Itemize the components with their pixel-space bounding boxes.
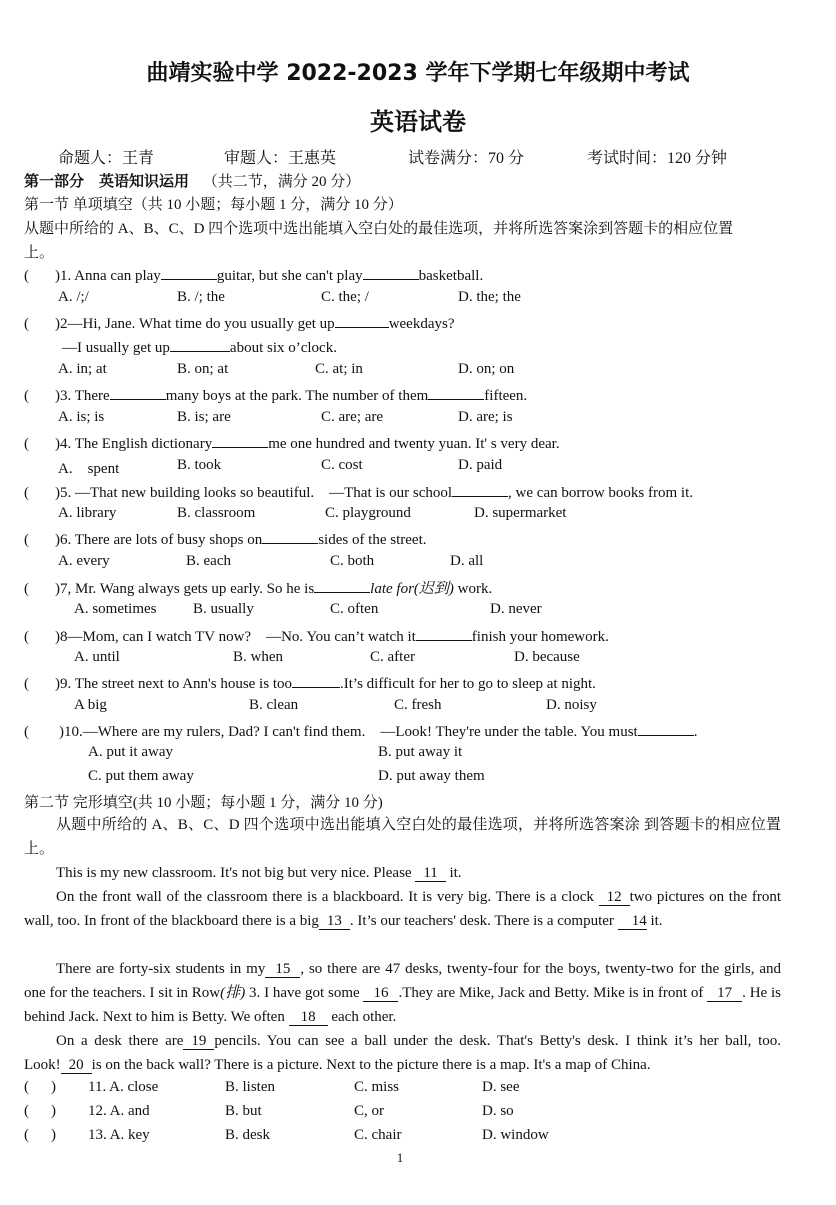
q7-option-b: B. usually	[193, 601, 254, 617]
q6-option-d: D. all	[450, 553, 484, 569]
q2-option-d: D. on; on	[458, 361, 515, 377]
blank-15: 15	[265, 961, 300, 978]
q3-option-b: B. is; are	[177, 409, 231, 425]
answer-paren-close: )	[51, 1103, 56, 1119]
blank-18: 18	[289, 1009, 328, 1026]
blank	[110, 385, 166, 400]
q8-option-b: B. when	[233, 649, 283, 665]
q5-stem: )5. —That new building looks so beautiful. —That is our school	[55, 485, 453, 501]
q2-reply-a: —I usually get up	[62, 340, 170, 356]
q8-stem-b: finish your homework.	[471, 629, 609, 645]
q2-reply-b: about six o’clock.	[229, 340, 337, 356]
blank	[314, 578, 370, 593]
q10-stem: )10.—Where are my rulers, Dad? I can't find them. —Look! They're under the table. You must	[59, 724, 638, 740]
q12-option-b: B. but	[225, 1103, 262, 1119]
q2-option-c: C. at; in	[315, 361, 363, 377]
q9-option-a: A big	[74, 697, 107, 713]
answer-paren: (	[24, 629, 29, 645]
q11-option-c: C. miss	[354, 1079, 400, 1095]
q9-option-d: D. noisy	[546, 697, 597, 713]
q8-option-a: A. until	[74, 649, 120, 665]
q8-option-d: D. because	[514, 649, 580, 665]
answer-paren: (	[24, 532, 29, 548]
q10-option-c: C. put them away	[88, 768, 194, 784]
answer-paren: (	[24, 676, 29, 692]
q3-option-d: D. are; is	[458, 409, 513, 425]
p3-text-b: , so there are 47 desks, twenty-four for the boys, twenty-two for the girls, and one for the teachers. I sit in Row	[24, 961, 781, 1001]
answer-paren: (	[24, 485, 29, 501]
blank	[428, 385, 484, 400]
blank	[416, 626, 472, 641]
answer-paren-close: )	[51, 1079, 56, 1095]
answer-paren-close: )	[51, 1127, 56, 1143]
answer-paren: (	[24, 1103, 29, 1119]
exam-subtitle: 英语试卷	[370, 108, 466, 136]
q1-option-b: B. /; the	[177, 289, 225, 305]
q3-option-c: C. are; are	[321, 409, 384, 425]
answer-paren: (	[24, 436, 29, 452]
blank	[212, 433, 268, 448]
question-7	[24, 577, 492, 598]
blank-11: 11	[415, 865, 445, 882]
p2-text-d: it.	[650, 912, 663, 929]
q6-stem-b: sides of the street.	[318, 532, 427, 548]
question-2	[24, 313, 455, 333]
q12-option-a: 12. A. and	[88, 1103, 150, 1119]
blank	[262, 529, 318, 544]
q7-option-d: D. never	[490, 601, 542, 617]
q10-option-d: D. put away them	[378, 768, 485, 784]
q2-option-b: B. on; at	[177, 361, 229, 377]
q10-stem-b: .	[693, 724, 698, 740]
q10-option-a: A. put it away	[88, 744, 173, 760]
blank	[363, 265, 419, 280]
passage-paragraph-4	[24, 1030, 781, 1078]
q1-option-a: A. /;/	[58, 289, 89, 305]
q13-option-a: 13. A. key	[88, 1127, 150, 1143]
p2-text-c: . It’s our teachers' desk. There is a computer	[349, 912, 614, 929]
q6-option-c: C. both	[330, 553, 375, 569]
section1-title: 第一节 单项填空（共 10 小题；每小题 1 分，满分 10 分）	[24, 197, 403, 213]
q9-option-c: C. fresh	[394, 697, 442, 713]
page-number: 1	[396, 1150, 404, 1165]
q8-option-c: C. after	[370, 649, 415, 665]
q1-stem-c: basketball.	[418, 268, 484, 284]
answer-paren: (	[24, 268, 29, 284]
q2-stem-b: weekdays?	[388, 316, 455, 332]
blank-20: 20	[61, 1057, 92, 1074]
q6-option-b: B. each	[186, 553, 231, 569]
exam-title: 曲靖实验中学 2022-2023 学年下学期七年级期中考试	[146, 61, 690, 86]
section2-instruction: 从题中所给的 A、B、C、D 四个选项中选出能填入空白处的最佳选项，并将所选答案涂 到答题卡的相应位置上。	[24, 817, 781, 857]
p3-text-c: 3. I have got some	[245, 984, 360, 1001]
blank	[292, 673, 340, 688]
q5-stem-b: , we can borrow books from it.	[508, 485, 694, 501]
q12-option-d: D. so	[482, 1103, 514, 1119]
q7-option-c: C. often	[330, 601, 379, 617]
part1-heading	[24, 170, 360, 191]
blank-16: 16	[363, 985, 398, 1002]
q1-option-d: D. the; the	[458, 289, 521, 305]
cloze-q11	[24, 1079, 56, 1096]
q13-option-c: C. chair	[354, 1127, 402, 1143]
reviewer-info: 审题人：王惠英	[224, 150, 337, 167]
q8-stem: )8—Mom, can I watch TV now? —No. You can’t watch it	[55, 629, 416, 645]
q4-option-b: B. took	[177, 457, 222, 473]
q9-stem: )9. The street next to Ann's house is too	[55, 676, 292, 692]
q4-stem-b: me one hundred and twenty yuan. It' s very dear.	[268, 436, 560, 452]
p3-text-a: There are forty-six students in my	[56, 961, 266, 977]
q3-option-a: A. is; is	[58, 409, 105, 425]
answer-paren: (	[24, 1079, 29, 1095]
full-marks-info: 试卷满分：70 分	[408, 150, 525, 167]
q9-option-b: B. clean	[249, 697, 299, 713]
q3-stem-c: fifteen.	[484, 388, 528, 404]
blank	[638, 721, 694, 736]
p3-text-f: each other.	[331, 1008, 397, 1025]
exam-time-info: 考试时间：120 分钟	[587, 150, 728, 167]
p4-text-c: is on the back wall? There is a picture. Next to the picture there is a map. It's a map of China.	[91, 1056, 651, 1073]
question-6	[24, 529, 427, 549]
cloze-q12	[24, 1103, 56, 1120]
q4-option-d: D. paid	[458, 457, 503, 473]
question-10	[24, 720, 697, 741]
q6-option-a: A. every	[58, 553, 110, 569]
p1-text-b: it.	[449, 865, 462, 881]
q7-option-a: A. sometimes	[74, 601, 157, 617]
q3-stem: )3. There	[55, 388, 110, 404]
blank-13: 13	[319, 913, 350, 930]
q4-stem: )4. The English dictionary	[55, 436, 213, 452]
q2-stem: )2—Hi, Jane. What time do you usually get up	[55, 316, 335, 332]
q1-stem: )1. Anna can play	[55, 268, 161, 284]
p2-text-b: two pictures on the front wall, too. In front of the blackboard there is a big	[24, 889, 781, 929]
q5-option-a: A. library	[58, 505, 117, 521]
part1-title: 第一部分 英语知识运用	[24, 172, 190, 190]
question-8	[24, 625, 609, 646]
q13-option-b: B. desk	[225, 1127, 270, 1143]
q6-stem: )6. There are lots of busy shops on	[55, 532, 263, 548]
section2-title: 第二节 完形填空(共 10 小题；每小题 1 分，满分 10 分)	[24, 795, 383, 811]
q9-stem-b: .It’s difficult for her to go to sleep at night.	[339, 676, 596, 692]
answer-paren: (	[24, 1127, 29, 1143]
question-9	[24, 673, 596, 693]
q10-option-b: B. put away it	[378, 744, 463, 760]
blank-19: 19	[183, 1033, 214, 1050]
passage-paragraph-3	[24, 958, 781, 1029]
q11-option-a: 11. A. close	[88, 1079, 159, 1095]
passage-paragraph-1	[24, 862, 781, 886]
p3-text-d: .They are Mike, Jack and Betty. Mike is in front of	[398, 984, 704, 1001]
question-3	[24, 385, 527, 405]
p3-row-note: (排)	[220, 984, 246, 1001]
blank-14: 14	[618, 913, 647, 930]
blank	[161, 265, 217, 280]
q3-stem-b: many boys at the park. The number of them	[165, 388, 429, 404]
blank-12: 12	[599, 889, 630, 906]
q11-option-b: B. listen	[225, 1079, 276, 1095]
q2-option-a: A. in; at	[58, 361, 107, 377]
answer-paren: (	[24, 316, 29, 332]
blank	[452, 482, 508, 497]
question-2-reply	[62, 337, 337, 357]
passage-paragraph-2	[24, 886, 781, 934]
section1-instruction-cont: 上。	[24, 245, 55, 261]
q5-option-c: C. playground	[325, 505, 411, 521]
answer-paren: (	[24, 388, 29, 404]
setter-info: 命题人：王青	[58, 150, 155, 167]
answer-paren: (	[24, 724, 29, 740]
cloze-q13	[24, 1127, 56, 1144]
q13-option-d: D. window	[482, 1127, 549, 1143]
question-4	[24, 433, 560, 453]
p1-text: This is my new classroom. It's not big but very nice. Please	[56, 865, 412, 881]
question-5	[24, 481, 693, 502]
part1-note: （共二节，满分 20 分）	[202, 174, 361, 190]
q5-option-b: B. classroom	[177, 505, 256, 521]
q11-option-d: D. see	[482, 1079, 520, 1095]
p2-text-a: On the front wall of the classroom there is a blackboard. It is very big. There is a clock	[56, 889, 594, 905]
blank-17: 17	[707, 985, 742, 1002]
q7-stem-b: late for(迟到)	[370, 581, 454, 597]
p4-text-a: On a desk there are	[56, 1033, 184, 1049]
q5-option-d: D. supermarket	[474, 505, 567, 521]
q4-option-c: C. cost	[321, 457, 363, 473]
q7-stem-c: work.	[457, 581, 493, 597]
q7-stem: )7, Mr. Wang always gets up early. So he is	[55, 581, 315, 597]
blank	[170, 337, 230, 352]
blank	[335, 313, 389, 328]
q1-option-c: C. the; /	[321, 289, 369, 305]
q12-option-c: C, or	[354, 1103, 384, 1119]
q1-stem-b: guitar, but she can't play	[216, 268, 363, 284]
question-1	[24, 265, 483, 285]
section1-instruction: 从题中所给的 A、B、C、D 四个选项中选出能填入空白处的最佳选项，并将所选答案涂到答题卡的相应位置	[24, 221, 734, 237]
answer-paren: (	[24, 581, 29, 597]
p4-text-b: pencils. You can see a ball under the desk. That's Betty's desk. I think it’s her ball, too. Look!	[24, 1033, 781, 1073]
p3-text-e: . He is behind Jack. Next to him is Betty. We often	[24, 984, 782, 1025]
q4-option-a: A. spent	[58, 461, 120, 477]
